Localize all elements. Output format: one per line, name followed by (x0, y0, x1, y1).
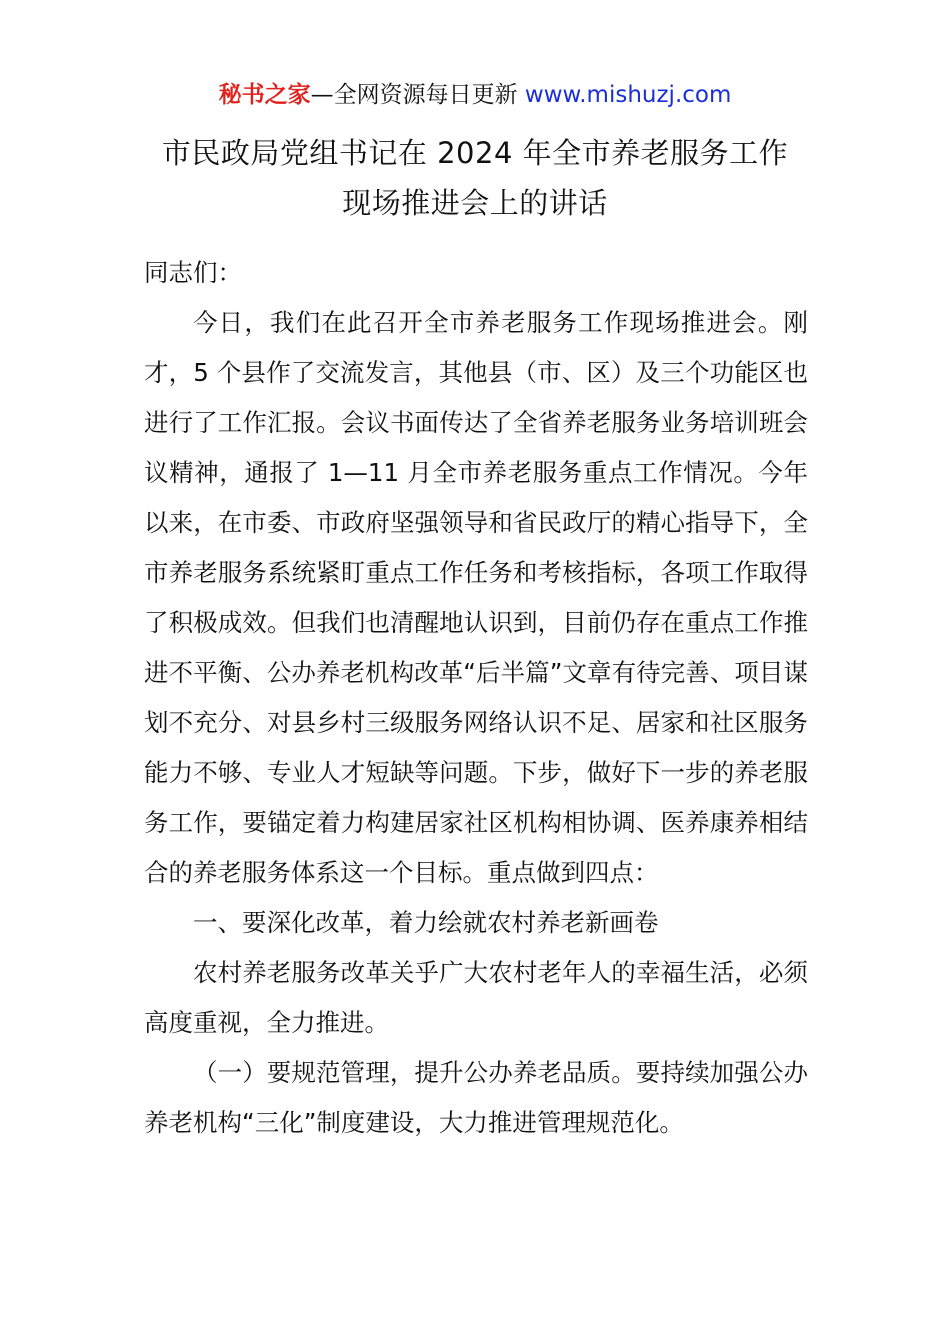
body-paragraph: （一）要规范管理，提升公办养老品质。要持续加强公办养老机构“三化”制度建设，大力推进管理规范化。 (144, 1058, 808, 1137)
document-title-line-2: 现场推进会上的讲话 (342, 186, 608, 220)
site-brand: 秘书之家 (218, 82, 311, 108)
body-paragraph: 今日，我们在此召开全市养老服务工作现场推进会。刚才，5 个县作了交流发言，其他县（市、区）及三个功能区也进行了工作汇报。会议书面传达了全省养老服务业务培训班会议精神，通报了 1—11 月全市养老服务重点工作情况。今年以来，在市委、市政府坚强领导和省民政厅的精心指导下，全市养老服务系统紧盯重点工作任务和考核指标，各项工作取得了积极成效。但我们也清醒地认识到，目前仍存在重点工作推进不平衡、公办养老机构改革“后半篇”文章有待完善、项目谋划不充分、对县乡村三级服务网络认识不足、居家和社区服务能力不够、专业人才短缺等问题。下步，做好下一步的养老服务工作，要锚定着力构建居家社区机构相协调、医养康养相结合的养老服务体系这一个目标。重点做到四点： (144, 308, 808, 887)
body-paragraph: 农村养老服务改革关乎广大农村老年人的幸福生活，必须高度重视，全力推进。 (144, 958, 808, 1037)
site-url[interactable]: www.mishuzj.com (524, 82, 732, 108)
document-title-line-1: 市民政局党组书记在 2024 年全市养老服务工作 (161, 136, 789, 170)
document-title (100, 128, 850, 228)
site-header (0, 78, 950, 112)
document-body (144, 248, 808, 1148)
salutation: 同志们： (144, 258, 242, 287)
section-heading: 一、要深化改革，着力绘就农村养老新画卷 (193, 908, 659, 937)
site-tagline: —全网资源每日更新 (310, 82, 525, 108)
